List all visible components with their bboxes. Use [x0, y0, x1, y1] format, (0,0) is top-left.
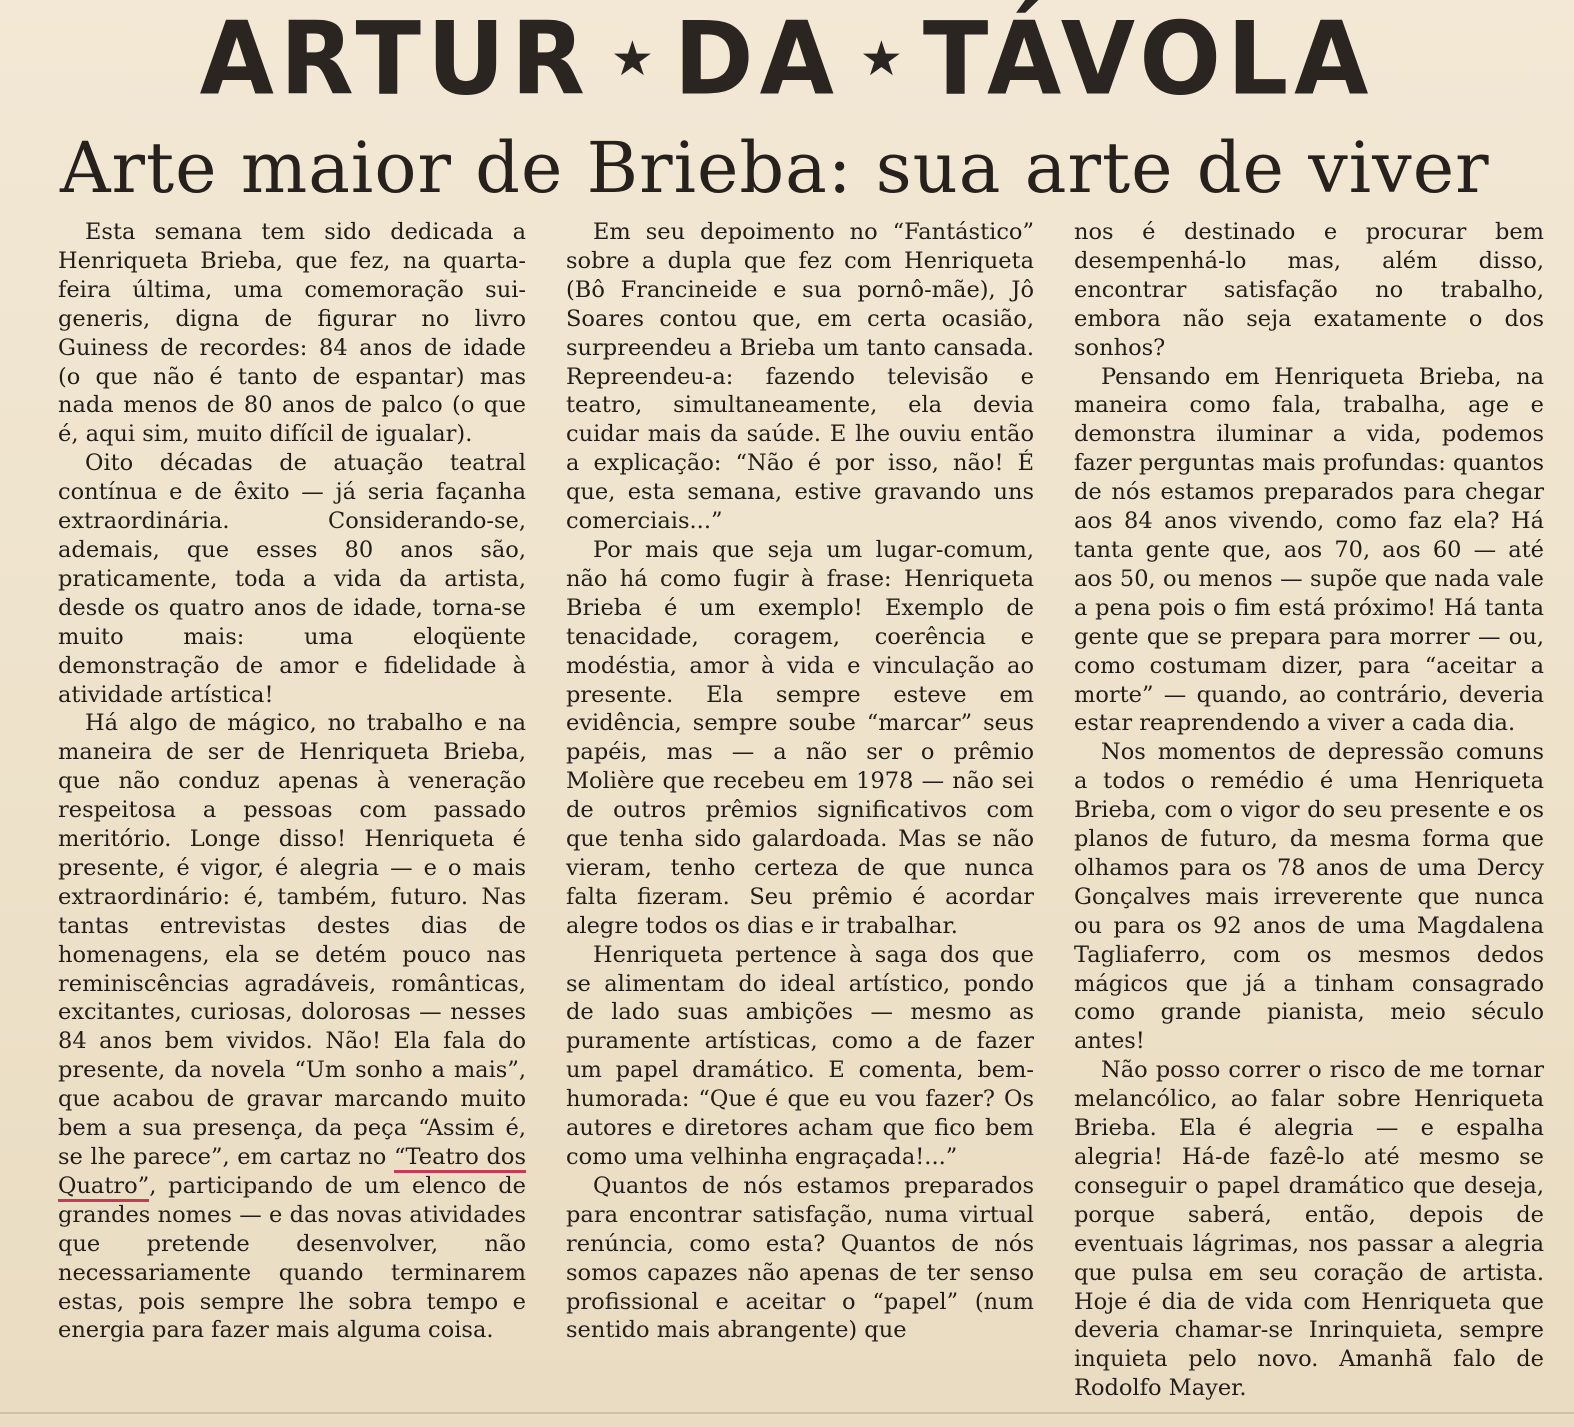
- column-title-word: DA: [673, 0, 840, 118]
- underlined-theater-name: “Teatro dos Quatro”: [58, 1144, 526, 1202]
- article-paragraph: Não posso correr o risco de me tornar melancólico, ao falar sobre Henriqueta Brieba. Ela é alegria — e espalha alegria! Há-de fazê-lo até mesmo se conseguir o papel dramático que deseja, porque saberá, então, depois de eventuais lágrimas, nos passar a alegria que pulsa em seu coração de artista. Hoje é dia de vida com Henriqueta que deveria chamar-se Inrinquieta, sempre inquieta pelo novo. Amanhã falo de Rodolfo Mayer.: [1074, 1057, 1544, 1402]
- article-paragraph: Quantos de nós estamos preparados para encontrar satisfação, numa virtual renúncia, como esta? Quantos de nós somos capazes não apenas de ter senso profissional e aceitar o “papel” (num sentido mais abrangente) que: [566, 1172, 1034, 1344]
- article-paragraph: Pensando em Henriqueta Brieba, na maneira como fala, trabalha, age e demonstra iluminar a vida, podemos fazer perguntas mais profundas: quantos de nós estamos preparados para chegar aos 84 anos vivendo, como faz ela? Há tanta gente que, aos 70, aos 60 — até aos 50, ou menos — supõe que nada vale a pena pois o fim está próximo! Há tanta gente que se prepara para morrer — ou, como costumam dizer, para “aceitar a morte” — quando, ao contrário, deveria estar reaprendendo a viver a cada dia.: [1074, 363, 1544, 737]
- star-icon: ★: [859, 31, 903, 87]
- article-headline: Arte maior de Brieba: sua arte de viver: [60, 127, 1490, 209]
- column-title-word: ARTUR: [199, 0, 591, 118]
- article-column-2: [566, 218, 1034, 1345]
- column-title-word: TÁVOLA: [922, 0, 1375, 118]
- paragraph-text: Há algo de mágico, no trabalho e na maneira de ser de Henriqueta Brieba, que não conduz apenas à veneração respeitosa a pessoas com passado meritório. Longe disso! Henriqueta é presente, é vigor, é alegria — e o mais extraordinário: é, também, futuro. Nas tantas entrevistas destes dias de homenagens, ela se detém pouco nas reminiscências agradáveis, românticas, excitantes, curiosas, dolorosas — nesses 84 anos bem vividos. Não! Ela fala do presente, da novela “Um sonho a mais”, que acabou de gravar marcando muito bem a sua presença, da peça “Assim é, se lhe parece”, em cartaz no: [58, 710, 526, 1170]
- article-paragraph: Nos momentos de depressão comuns a todos o remédio é uma Henriqueta Brieba, com o vigor do seu presente e os planos de futuro, da mesma forma que olhamos para os 78 anos de uma Dercy Gonçalves mais irreverente que nunca ou para os 92 anos de uma Magdalena Tagliaferro, com os mesmos dedos mágicos que já a tinham consagrado como grande pianista, meio século antes!: [1074, 739, 1544, 1055]
- article-paragraph: nos é destinado e procurar bem desempenhá-lo mas, além disso, encontrar satisfação no trabalho, embora não seja exatamente o dos sonhos?: [1074, 219, 1544, 361]
- paragraph-text: , participando de um elenco de grandes nomes — e das novas atividades que pretende desenvolver, não necessariamente quando terminarem estas, pois sempre lhe sobra tempo e energia para fazer mais alguma coisa.: [58, 1172, 526, 1344]
- article-column-1: [58, 218, 526, 1345]
- article-paragraph: Por mais que seja um lugar-comum, não há como fugir à frase: Henriqueta Brieba é um exemplo! Exemplo de tenacidade, coragem, coerência e modéstia, amor à vida e vinculação ao presente. Ela sempre esteve em evidência, sempre soube “marcar” seus papéis, mas — a não ser o prêmio Molière que recebeu em 1978 — não sei de outros prêmios significativos com que tenha sido galardoada. Mas se não vieram, tenho certeza de que nunca falta fizeram. Seu prêmio é acordar alegre todos os dias e ir trabalhar.: [566, 536, 1034, 939]
- article-paragraph: [58, 709, 526, 1345]
- article-paragraph: Henriqueta pertence à saga dos que se alimentam do ideal artístico, pondo de lado suas ambições — mesmo as puramente artísticas, como a de fazer um papel dramático. E comenta, bem-humorada: “Que é que eu vou fazer? Os autores e diretores acham que fico bem como uma velhinha engraçada!...”: [566, 941, 1034, 1170]
- bottom-edge-rule: [0, 1412, 1574, 1414]
- star-icon: ★: [610, 31, 654, 87]
- article-paragraph: Oito décadas de atuação teatral contínua e de êxito — já seria façanha extraordinária. Considerando-se, ademais, que esses 80 anos são, praticamente, toda a vida da artista, desde os quatro anos de idade, torna-se muito mais: uma eloqüente demonstração de amor e fidelidade à atividade artística!: [58, 450, 526, 708]
- article-paragraph: Esta semana tem sido dedicada a Henriqueta Brieba, que fez, na quarta-feira última, uma comemoração sui-generis, digna de figurar no livro Guiness de recordes: 84 anos de idade (o que não é tanto de espantar) mas nada menos de 80 anos de palco (o que é, aqui sim, muito difícil de igualar).: [58, 219, 526, 448]
- article-column-3: [1074, 218, 1544, 1403]
- article-paragraph: Em seu depoimento no “Fantástico” sobre a dupla que fez com Henriqueta (Bô Francineide e sua pornô-mãe), Jô Soares contou que, em certa ocasião, surpreendeu a Brieba um tanto cansada. Repreendeu-a: fazendo televisão e teatro, simultaneamente, ela devia cuidar mais da saúde. E lhe ouviu então a explicação: “Não é por isso, não! É que, esta semana, estive gravando uns comerciais...”: [566, 219, 1034, 535]
- column-title: [0, 0, 1574, 118]
